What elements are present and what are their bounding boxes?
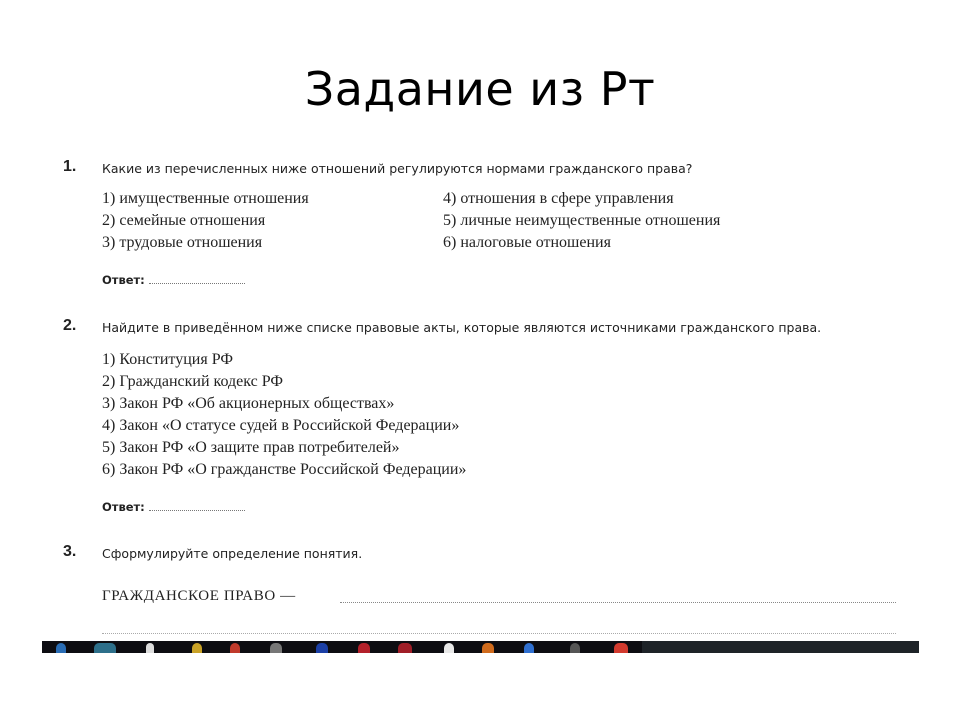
task-1-answer (102, 273, 245, 287)
task-2-option: 6) Закон РФ «О гражданстве Российской Федерации» (102, 461, 467, 478)
task-2-option: 4) Закон «О статусе судей в Российской Федерации» (102, 417, 460, 434)
definition-line-2 (102, 633, 896, 634)
taskbar-icon[interactable] (524, 643, 534, 653)
task-1-option: 4) отношения в сфере управления (443, 190, 674, 207)
taskbar-icon[interactable] (270, 643, 282, 653)
taskbar-icon[interactable] (482, 643, 494, 653)
taskbar-icon[interactable] (192, 643, 202, 653)
taskbar-icon[interactable] (398, 643, 412, 653)
answer-label: Ответ: (102, 500, 145, 514)
answer-line (149, 502, 245, 511)
task-3-term: ГРАЖДАНСКОЕ ПРАВО — (102, 588, 296, 604)
task-1-number: 1. (63, 158, 77, 175)
task-1-option: 5) личные неимущественные отношения (443, 212, 721, 229)
taskbar-icon[interactable] (316, 643, 328, 653)
task-2-option: 5) Закон РФ «О защите прав потребителей» (102, 439, 400, 456)
task-1-option: 1) имущественные отношения (102, 190, 309, 207)
definition-line (340, 602, 896, 603)
task-1-question: Какие из перечисленных ниже отношений регулируются нормами гражданского права? (102, 161, 693, 176)
taskbar (42, 641, 919, 653)
task-1-option: 3) трудовые отношения (102, 234, 263, 251)
task-2-option: 1) Конституция РФ (102, 351, 233, 368)
task-2-option: 2) Гражданский кодекс РФ (102, 373, 284, 390)
taskbar-icon[interactable] (614, 643, 628, 653)
task-3-number: 3. (63, 543, 77, 560)
task-2-question: Найдите в приведённом ниже списке правовые акты, которые являются источниками гражданского права. (102, 320, 822, 335)
taskbar-tray (642, 641, 919, 653)
answer-label: Ответ: (102, 273, 145, 287)
task-1-option: 6) налоговые отношения (443, 234, 611, 251)
taskbar-icon[interactable] (146, 643, 154, 653)
task-2-option: 3) Закон РФ «Об акционерных обществах» (102, 395, 395, 412)
answer-line (149, 275, 245, 284)
taskbar-icon[interactable] (444, 643, 454, 653)
task-3-question: Сформулируйте определение понятия. (102, 546, 363, 561)
taskbar-icon[interactable] (230, 643, 240, 653)
task-1-option: 2) семейные отношения (102, 212, 266, 229)
taskbar-icon[interactable] (94, 643, 116, 653)
taskbar-icon[interactable] (56, 643, 66, 653)
task-2-number: 2. (63, 317, 77, 334)
task-2-answer (102, 500, 245, 514)
taskbar-icon[interactable] (358, 643, 370, 653)
slide-title: Задание из Рт (304, 62, 656, 116)
taskbar-icon[interactable] (570, 643, 580, 653)
